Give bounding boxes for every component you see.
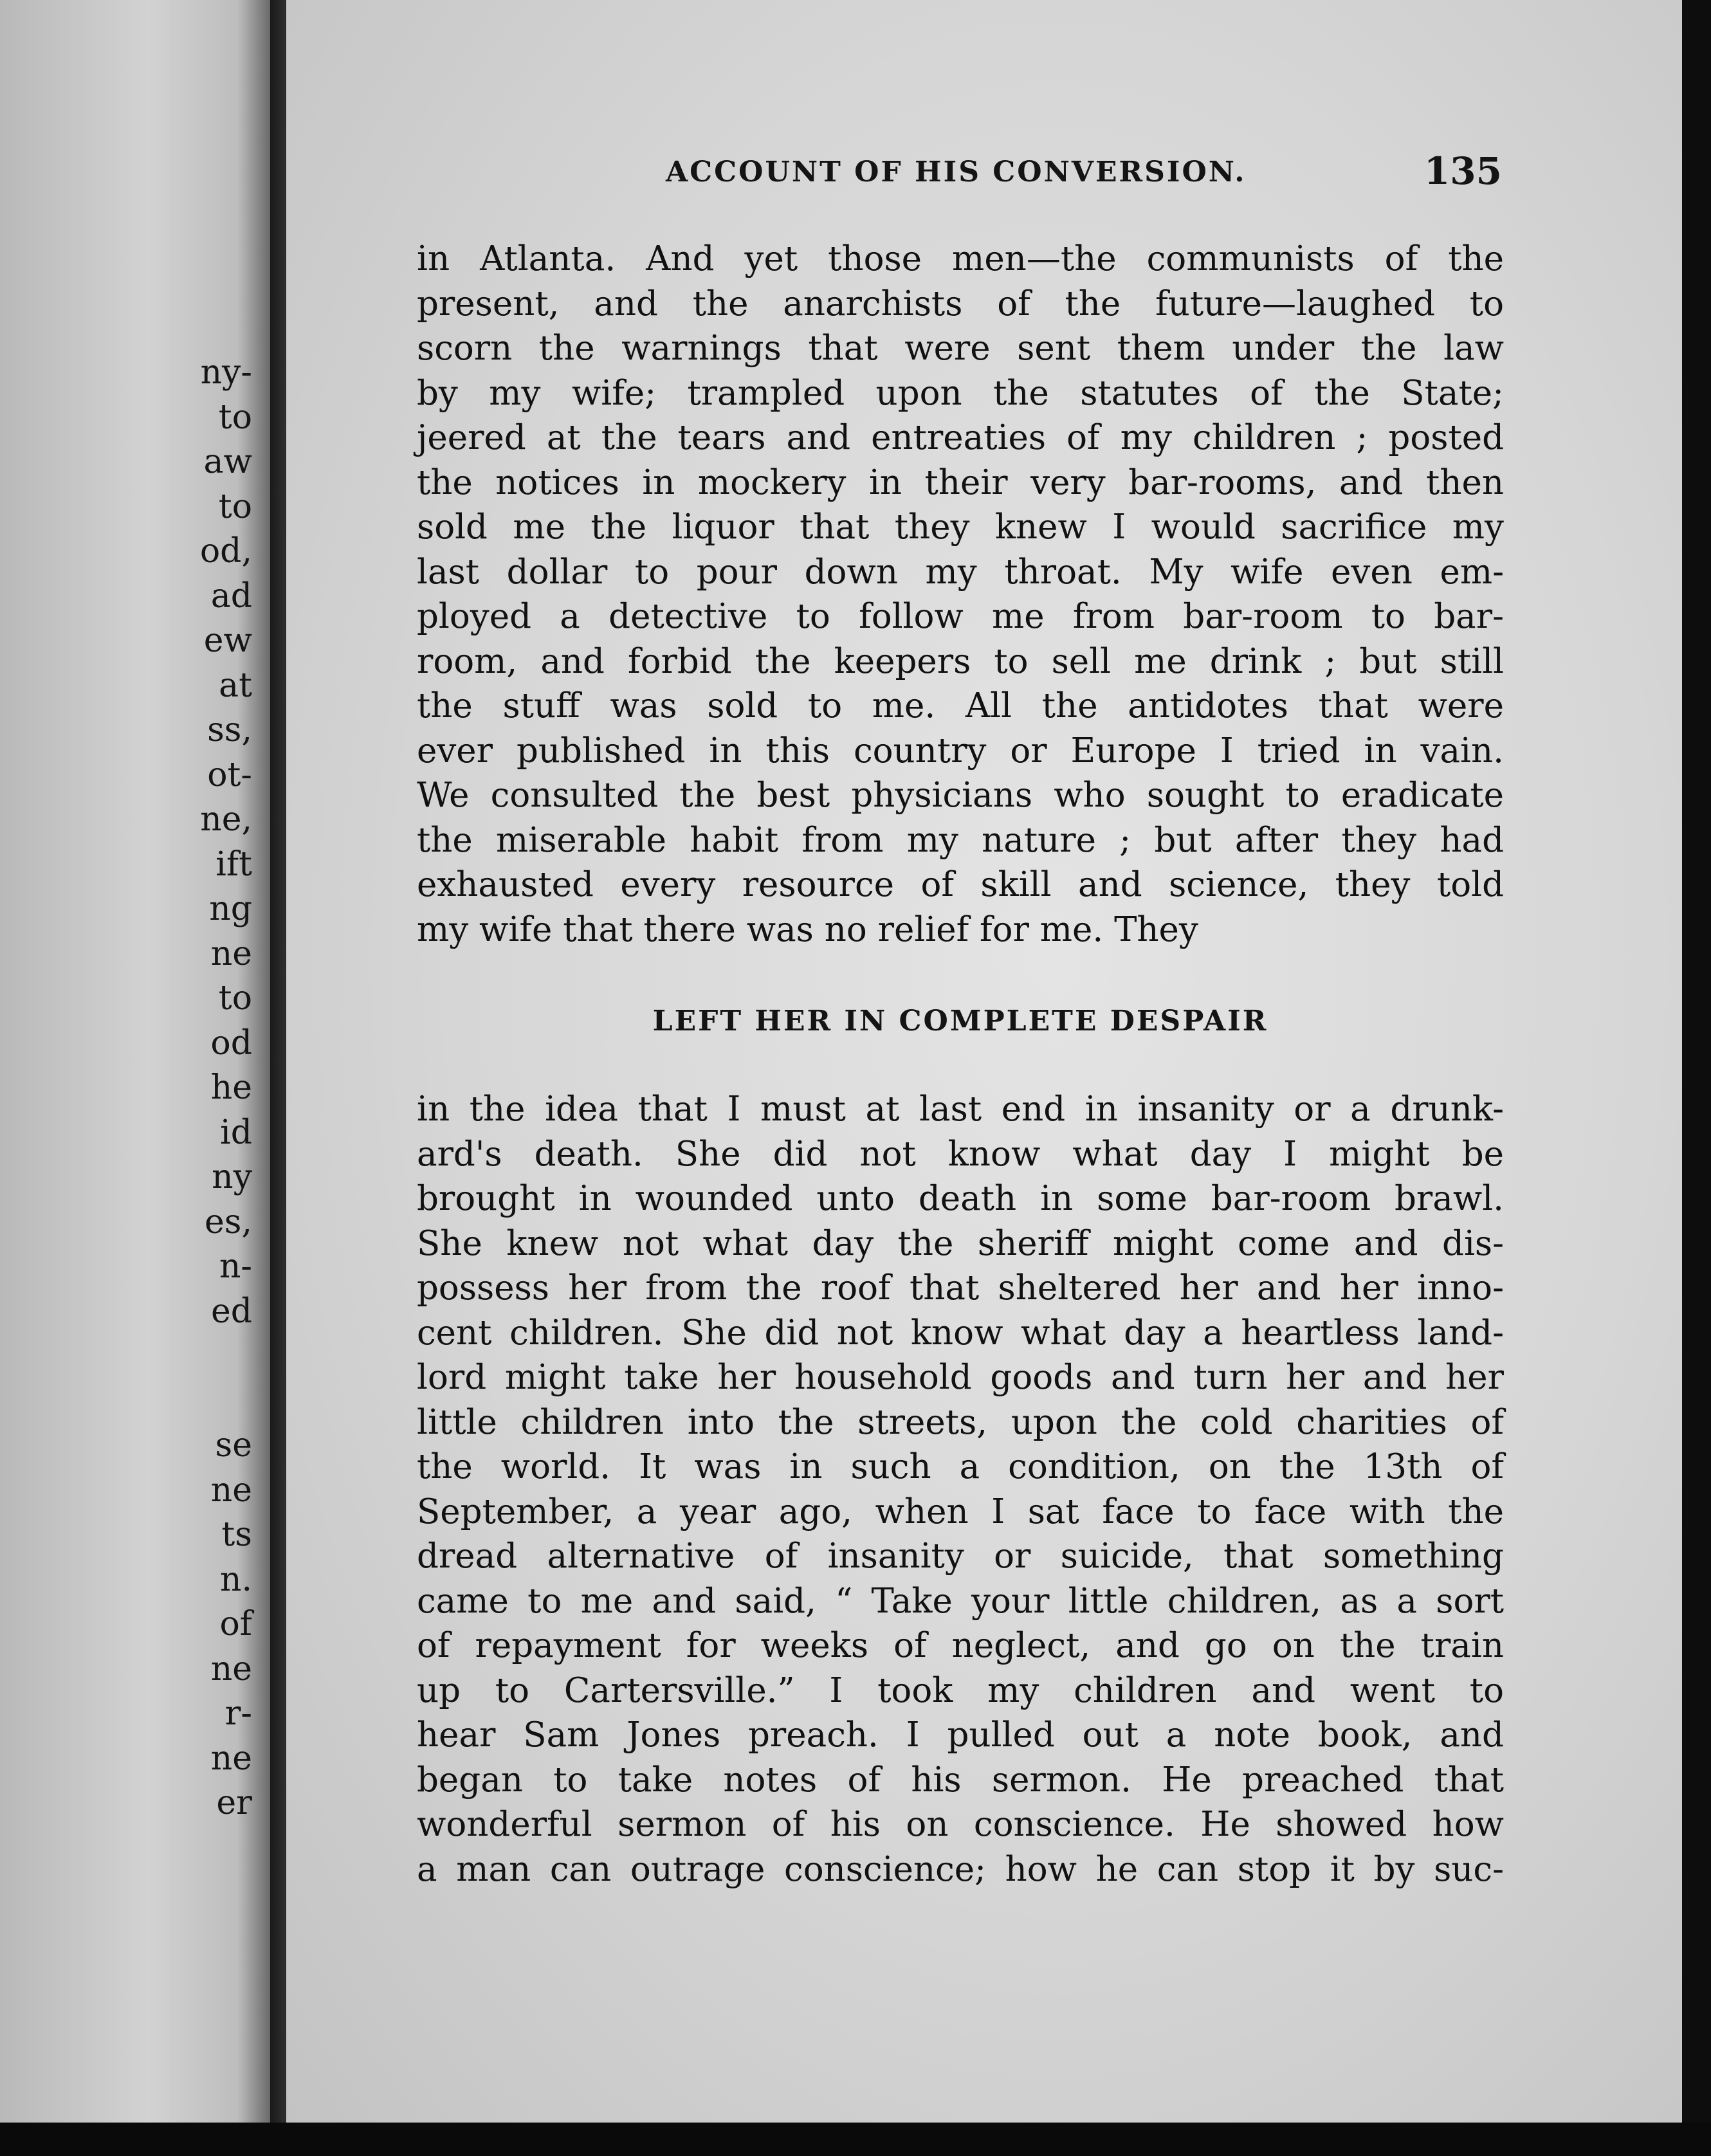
left-page-text-fragments [200, 351, 252, 1826]
left-fragment: od [210, 1023, 252, 1063]
text-line: jeered at the tears and entreaties of my children ; posted [417, 418, 1504, 457]
left-fragment: to [218, 487, 252, 526]
text-line: came to me and said, “ Take your little children, as a sort [417, 1581, 1504, 1621]
page-number: 135 [1423, 149, 1502, 193]
left-fragment: ew [203, 621, 252, 660]
text-line: by my wife; trampled upon the statutes of the State; [417, 373, 1504, 413]
left-fragment: er [216, 1784, 252, 1822]
left-fragment: ny [212, 1158, 252, 1196]
left-fragment: ny- [200, 353, 252, 392]
left-fragment: es, [205, 1202, 252, 1241]
left-fragment: r- [224, 1694, 252, 1733]
running-header [370, 149, 1502, 194]
text-line: exhausted every resource of skill and science, they told [417, 865, 1504, 904]
text-line: the notices in mockery in their very bar-rooms, and then [417, 462, 1504, 502]
text-line: wonderful sermon of his on conscience. He showed how [417, 1805, 1504, 1844]
left-fragment: ne [210, 1470, 252, 1510]
text-line: last dollar to pour down my throat. My wife even em- [417, 552, 1504, 592]
left-fragment-gap [200, 1334, 252, 1423]
text-line: present, and the anarchists of the future—laughed to [417, 284, 1504, 324]
text-line: She knew not what day the sheriff might come and dis- [417, 1223, 1504, 1263]
left-fragment: id [220, 1113, 252, 1152]
left-fragment: n- [219, 1247, 252, 1286]
left-fragment: ad [210, 576, 252, 616]
text-line: dread alternative of insanity or suicide, that something [417, 1537, 1504, 1576]
left-fragment: se [215, 1426, 252, 1465]
text-line: possess her from the roof that sheltered her and her inno- [417, 1268, 1504, 1308]
text-line: scorn the warnings that were sent them under the law [417, 329, 1504, 368]
left-fragment: n. [219, 1560, 252, 1599]
left-fragment: ss, [207, 711, 252, 749]
left-fragment: ne, [200, 800, 252, 839]
left-fragment: ne [210, 1739, 252, 1778]
left-fragment: ne [210, 1649, 252, 1688]
section-subheading: LEFT HER IN COMPLETE DESPAIR [652, 1005, 1268, 1037]
left-fragment: ng [209, 890, 252, 928]
paragraph-1 [417, 237, 1504, 952]
text-line: up to Cartersville.” I took my children and went to [417, 1670, 1504, 1710]
left-fragment: to [218, 397, 252, 437]
left-fragment: ed [210, 1292, 252, 1331]
text-line: room, and forbid the keepers to sell me drink ; but still [417, 641, 1504, 681]
text-line: ard's death. She did not know what day I might be [417, 1134, 1504, 1174]
text-line: ever published in this country or Europe I tried in vain. [417, 731, 1504, 771]
running-title: ACCOUNT OF HIS CONVERSION. [666, 156, 1247, 188]
left-fragment: ot- [207, 755, 252, 794]
paragraph-2 [417, 1087, 1504, 1892]
left-fragment: aw [203, 443, 252, 481]
text-line: sold me the liquor that they knew I would sacrifice my [417, 507, 1504, 547]
left-fragment: ift [215, 845, 252, 884]
text-line: the miserable habit from my nature ; but after they had [417, 820, 1504, 860]
text-line: We consulted the best physicians who sought to eradicate [417, 776, 1504, 815]
left-fragment: ne [210, 934, 252, 973]
text-line: cent children. She did not know what day a heartless land- [417, 1313, 1504, 1353]
left-fragment: of [219, 1605, 252, 1643]
left-page-edge [0, 0, 270, 2156]
text-line: little children into the streets, upon the cold charities of [417, 1402, 1504, 1442]
text-line: of repayment for weeks of neglect, and go on the train [417, 1626, 1504, 1665]
text-line: lord might take her household goods and turn her and her [417, 1358, 1504, 1397]
left-fragment: to [218, 979, 252, 1018]
text-line: the stuff was sold to me. All the antidotes that were [417, 686, 1504, 726]
text-line: a man can outrage conscience; how he can stop it by suc- [417, 1849, 1504, 1889]
text-line: my wife that there was no relief for me. They [417, 909, 1198, 949]
left-fragment: he [210, 1068, 252, 1107]
text-line: in the idea that I must at last end in insanity or a drunk- [417, 1090, 1504, 1129]
text-line: brought in wounded unto death in some bar-room brawl. [417, 1179, 1504, 1218]
left-fragment: od, [199, 532, 252, 571]
scan-bottom-edge [0, 2123, 1711, 2156]
text-line: in Atlanta. And yet those men—the communists of the [417, 239, 1504, 279]
text-line: September, a year ago, when I sat face to face with the [417, 1492, 1504, 1531]
text-line: hear Sam Jones preach. I pulled out a note book, and [417, 1715, 1504, 1755]
text-line: the world. It was in such a condition, on the 13th of [417, 1447, 1504, 1486]
text-line: began to take notes of his sermon. He preached that [417, 1760, 1504, 1800]
text-line: ployed a detective to follow me from bar-room to bar- [417, 597, 1504, 636]
left-fragment: ts [221, 1515, 252, 1554]
left-fragment: at [219, 666, 252, 705]
